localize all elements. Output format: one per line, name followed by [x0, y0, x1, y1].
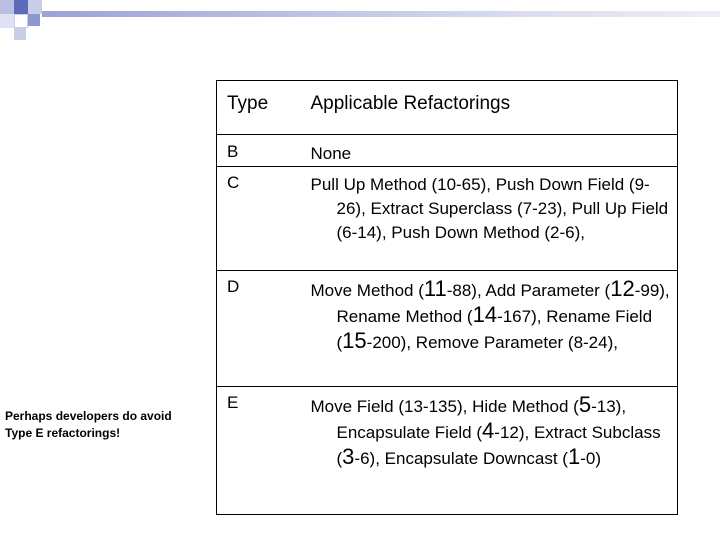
ref-count: 4	[482, 418, 495, 443]
decor-square	[28, 0, 42, 14]
row-type: E	[227, 393, 239, 412]
ref-pre: Encapsulate Downcast (	[384, 449, 568, 468]
row-refactorings	[303, 271, 678, 387]
row-type: C	[217, 167, 303, 271]
decor-square	[0, 0, 14, 14]
refactorings-text: None	[310, 144, 352, 163]
ref-count: 14	[472, 302, 498, 327]
ref-post: -200),	[366, 333, 416, 352]
ref-count: 3	[342, 444, 355, 469]
table-row	[217, 167, 678, 271]
ref-pre: Encapsulate Field (	[336, 423, 483, 442]
header-bar	[42, 11, 720, 17]
side-note	[5, 408, 220, 442]
row-refactorings	[303, 387, 678, 515]
ref-post: -0)	[580, 449, 602, 468]
row-type: B	[217, 135, 303, 167]
decorative-squares	[0, 0, 60, 40]
refactorings-table	[216, 80, 678, 515]
row-type: D	[217, 271, 303, 387]
side-note-line: Perhaps developers do avoid	[5, 409, 172, 423]
table-row	[217, 387, 678, 515]
ref-pre: Move Method (	[310, 281, 424, 300]
ref-post: -88),	[446, 281, 486, 300]
decor-square	[0, 14, 14, 28]
ref-count: 5	[578, 392, 592, 417]
ref-pre: Extract Subclass (	[336, 423, 661, 468]
refactorings-text	[311, 393, 674, 471]
ref-pre: Rename Method (	[336, 307, 473, 326]
ref-count: 11	[423, 276, 447, 301]
ref-post: -13),	[591, 397, 627, 416]
decor-square	[14, 14, 28, 28]
ref-count: 1	[567, 444, 581, 469]
header-refactorings: Applicable Refactorings	[303, 81, 678, 135]
row-refactorings	[303, 135, 678, 167]
header-type: Type	[217, 81, 303, 135]
row-refactorings	[303, 167, 678, 271]
table-row	[217, 271, 678, 387]
table-header-row	[217, 81, 678, 135]
ref-pre: Rename Field (	[336, 307, 653, 352]
refactorings-text	[311, 277, 674, 355]
table-row	[217, 135, 678, 167]
ref-post: -167),	[497, 307, 547, 326]
ref-pre: Remove Parameter (8-24),	[415, 333, 618, 352]
ref-count: 15	[342, 328, 367, 353]
ref-post: -99),	[634, 281, 670, 300]
decor-square	[14, 0, 28, 14]
ref-pre: Move Field (13-135), Hide Method (	[310, 397, 579, 416]
ref-pre: Add Parameter (	[485, 281, 611, 300]
ref-count: 12	[610, 276, 635, 301]
decor-square	[14, 28, 26, 40]
refactorings-text: Pull Up Method (10-65), Push Down Field (9-26), Extract Superclass (7-23), Pull Up Field (6-14), Push Down Method (2-6),	[310, 175, 669, 242]
ref-post: -6),	[354, 449, 385, 468]
decor-square	[28, 14, 40, 26]
side-note-line: Type E refactorings!	[5, 426, 121, 440]
ref-post: -12),	[494, 423, 534, 442]
